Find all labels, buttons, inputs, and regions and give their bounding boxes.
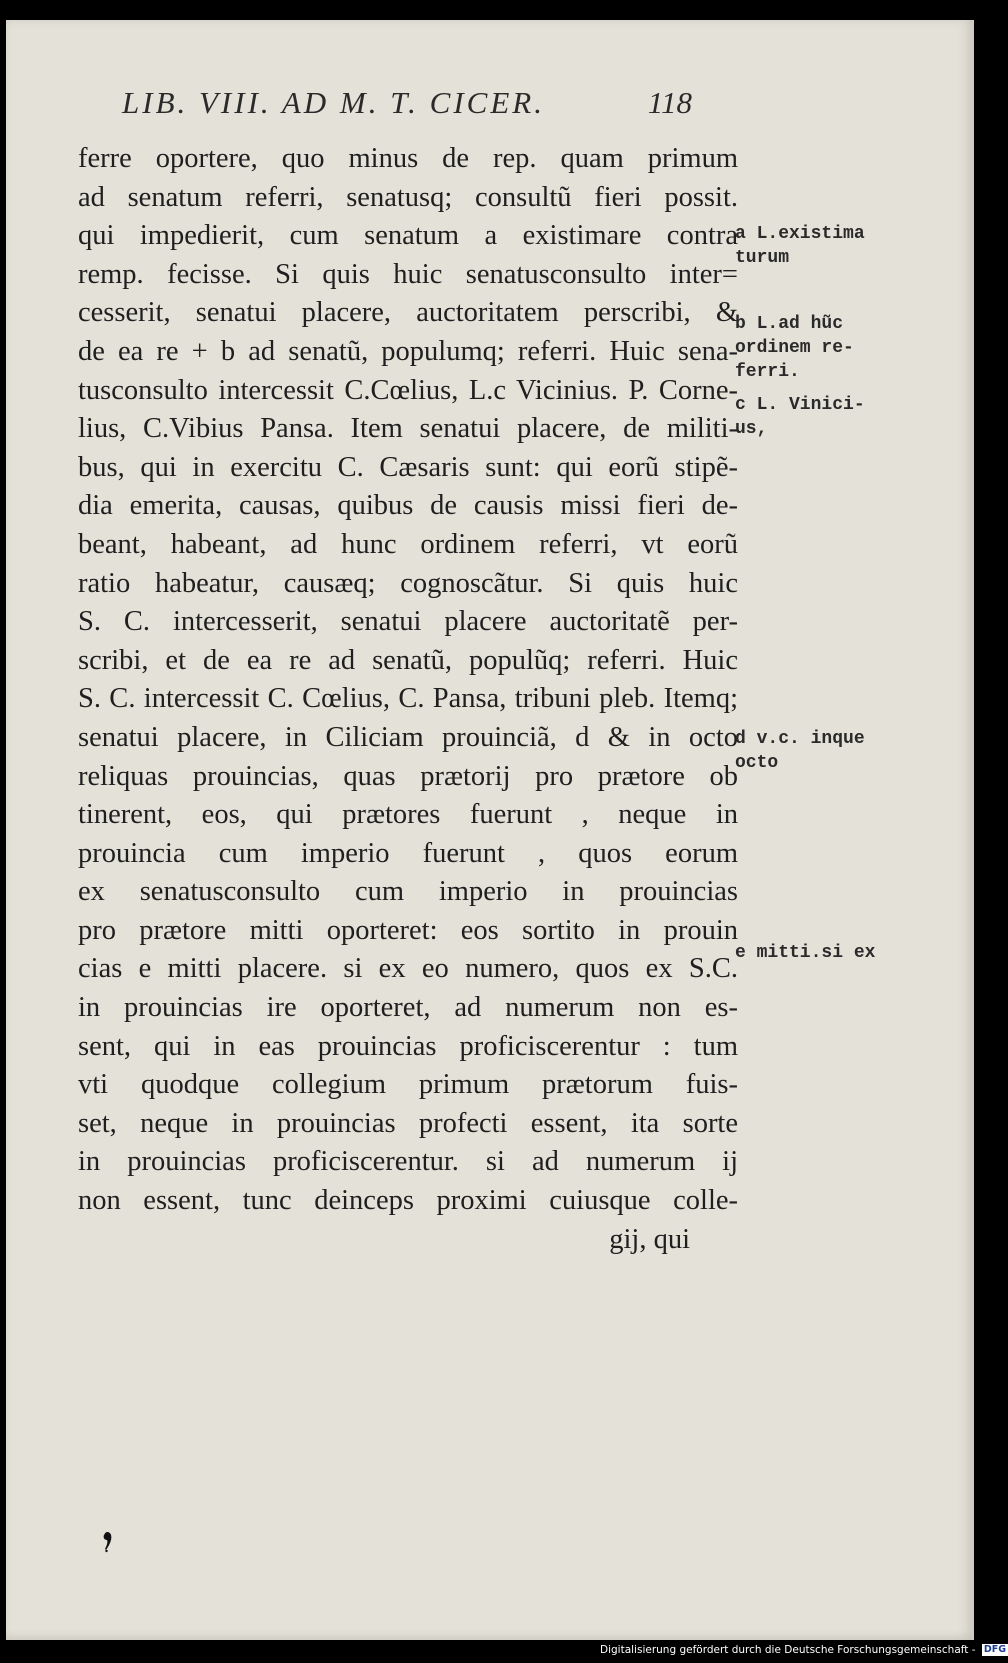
text-line: reliquas prouincias, quas prætorij pro prætore ob <box>78 760 738 792</box>
text-line: dia emerita, causas, quibus de causis missi fieri de- <box>78 490 738 522</box>
text-line: qui impedierit, cum senatum a existimare contra <box>78 220 738 252</box>
text-line: non essent, tunc deinceps proximi cuiusque colle- <box>78 1185 738 1217</box>
ink-blot <box>103 1532 112 1552</box>
text-line: tusconsulto intercessit C.Cœlius, L.c Vicinius. P. Corne- <box>78 374 738 406</box>
marginal-note-e: e mitti.si ex <box>735 943 876 963</box>
text-line: S. C. intercessit C. Cœlius, C. Pansa, tribuni pleb. Itemq; <box>78 683 738 715</box>
main-text-block <box>78 140 738 1259</box>
text-line: scribi, et de ea re ad senatũ, populũq; referri. Huic <box>78 644 738 676</box>
text-line: set, neque in prouincias profecti essent, ita sorte <box>78 1107 738 1139</box>
text-line: cesserit, senatui placere, auctoritatem perscribi, & <box>78 297 738 329</box>
text-line: vti quodque collegium primum prætorum fuis- <box>78 1069 738 1101</box>
text-line: ad senatum referri, senatusq; consultũ fieri possit. <box>78 181 738 213</box>
digitization-credit <box>600 1644 1007 1656</box>
text-line: pro prætore mitti oporteret: eos sortito in prouin <box>78 914 738 946</box>
text-line: senatui placere, in Ciliciam prouinciã, d & in octo <box>78 721 738 753</box>
text-line: prouincia cum imperio fuerunt , quos eorum <box>78 837 738 869</box>
text-line: de ea re + b ad senatũ, populumq; referri. Huic sena- <box>78 335 738 367</box>
credit-text: Digitalisierung gefördert durch die Deutsche Forschungsgemeinschaft - <box>600 1644 976 1656</box>
text-line: in prouincias proficiscerentur. si ad numerum ij <box>78 1146 738 1178</box>
marginal-note-a: a L.existima turum <box>735 224 865 268</box>
page-number: 118 <box>647 85 692 120</box>
marginal-note-d: d v.c. inque octo <box>735 729 865 773</box>
text-line: remp. fecisse. Si quis huic senatusconsulto inter= <box>78 258 738 290</box>
text-line: cias e mitti placere. si ex eo numero, quos ex S.C. <box>78 953 738 985</box>
marginal-note-c: c L. Vinici- us, <box>735 395 865 439</box>
text-line: sent, qui in eas prouincias proficiscerentur : tum <box>78 1030 738 1062</box>
text-line: in prouincias ire oporteret, ad numerum non es- <box>78 992 738 1024</box>
text-line: ferre oportere, quo minus de rep. quam primum <box>78 143 738 174</box>
running-title: LIB. VIII. AD M. T. CICER. <box>122 85 545 120</box>
catchword: gij, qui <box>609 1223 690 1255</box>
running-header <box>122 85 692 121</box>
dfg-logo: DFG <box>983 1644 1007 1655</box>
text-line: ex senatusconsulto cum imperio in prouincias <box>78 876 738 908</box>
text-line: S. C. intercesserit, senatui placere auctoritatẽ per- <box>78 606 738 638</box>
text-line: beant, habeant, ad hunc ordinem referri, vt eorũ <box>78 528 738 560</box>
marginal-note-b: b L.ad hũc ordinem re- ferri. <box>735 314 854 382</box>
text-line: ratio habeatur, causæq; cognoscãtur. Si quis huic <box>78 567 738 599</box>
text-line: tinerent, eos, qui prætores fuerunt , neque in <box>78 799 738 831</box>
text-line: lius, C.Vibius Pansa. Item senatui placere, de militi- <box>78 413 738 445</box>
text-line: bus, qui in exercitu C. Cæsaris sunt: qui eorũ stipẽ- <box>78 451 738 483</box>
